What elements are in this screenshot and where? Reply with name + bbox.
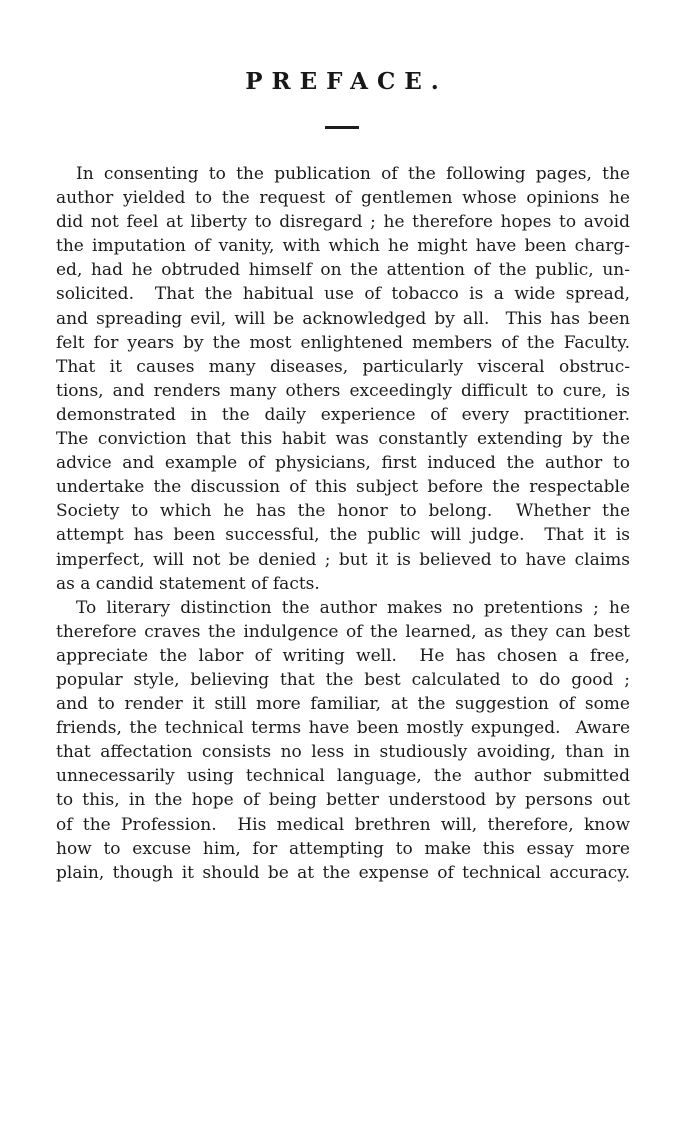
text-line: tions, and renders many others exceedingly difficult to cure, is xyxy=(56,380,630,401)
title-divider-rule xyxy=(325,126,359,129)
text-line: Society to which he has the honor to belong. Whether the xyxy=(56,501,630,522)
text-line: the imputation of vanity, with which he might have been charg- xyxy=(56,236,630,257)
text-line: as a candid statement of facts. xyxy=(56,573,320,594)
text-line: that affectation consists no less in studiously avoiding, than in xyxy=(56,742,630,763)
preface-text-block xyxy=(56,162,630,885)
text-line: To literary distinction the author makes no pretentions ; he xyxy=(76,597,630,618)
text-line: how to excuse him, for attempting to make this essay more xyxy=(56,838,630,859)
text-line: The conviction that this habit was constantly extending by the xyxy=(56,429,630,450)
text-line: therefore craves the indulgence of the learned, as they can best xyxy=(56,621,630,642)
page-title: PREFACE. xyxy=(245,68,448,95)
text-line: plain, though it should be at the expense of technical accuracy. xyxy=(56,862,630,883)
text-line: undertake the discussion of this subject before the respectable xyxy=(56,477,630,498)
text-line: unnecessarily using technical language, the author submitted xyxy=(56,766,630,787)
text-line: That it causes many diseases, particularly visceral obstruc- xyxy=(56,356,630,377)
text-line: did not feel at liberty to disregard ; he therefore hopes to avoid xyxy=(56,212,630,233)
text-line: appreciate the labor of writing well. He has chosen a free, xyxy=(56,645,630,666)
text-line: of the Profession. His medical brethren will, therefore, know xyxy=(56,814,630,835)
paragraph-2 xyxy=(56,596,630,885)
text-line: demonstrated in the daily experience of every practitioner. xyxy=(56,404,630,425)
text-line: to this, in the hope of being better understood by persons out xyxy=(56,790,630,811)
text-line: popular style, believing that the best calculated to do good ; xyxy=(56,669,630,690)
text-line: and to render it still more familiar, at the suggestion of some xyxy=(56,694,630,715)
text-line: author yielded to the request of gentlemen whose opinions he xyxy=(56,188,630,209)
text-line: imperfect, will not be denied ; but it is believed to have claims xyxy=(56,549,630,570)
text-line: ed, had he obtruded himself on the attention of the public, un- xyxy=(56,260,630,281)
text-line: In consenting to the publication of the following pages, the xyxy=(76,164,630,184)
text-line: felt for years by the most enlightened members of the Faculty. xyxy=(56,332,630,353)
text-line: attempt has been successful, the public will judge. That it is xyxy=(56,525,630,546)
text-line: and spreading evil, will be acknowledged by all. This has been xyxy=(56,308,630,329)
text-line: friends, the technical terms have been mostly expunged. Aware xyxy=(56,718,630,739)
text-line: solicited. That the habitual use of tobacco is a wide spread, xyxy=(56,284,630,305)
text-line: advice and example of physicians, first induced the author to xyxy=(56,453,630,474)
paragraph-1 xyxy=(56,162,630,596)
